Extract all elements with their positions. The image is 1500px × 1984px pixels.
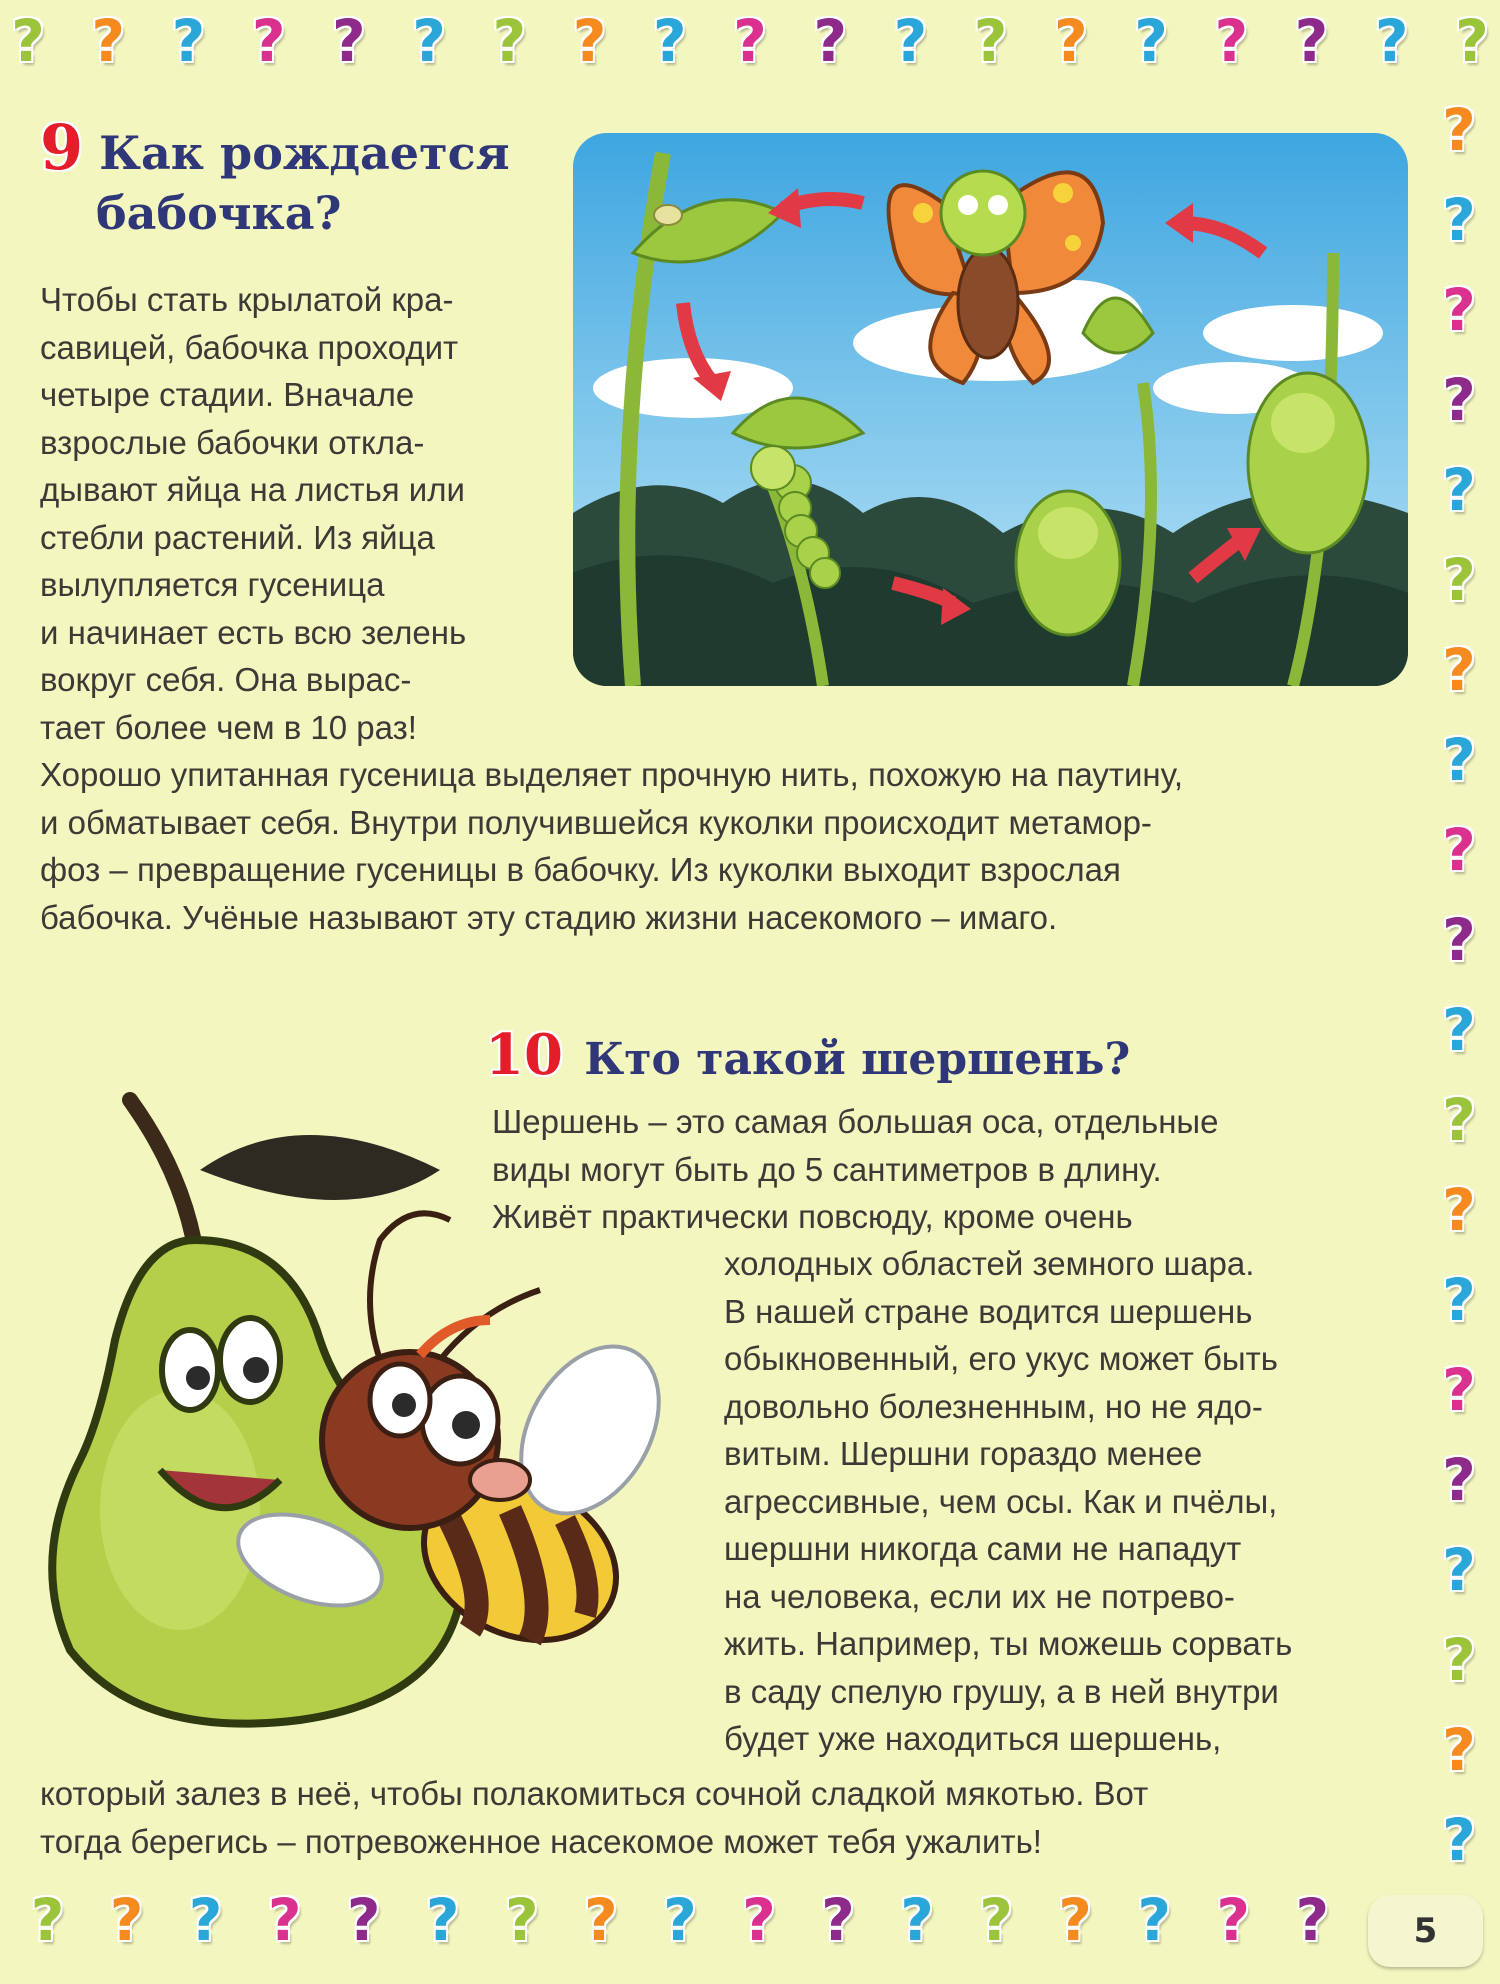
top-question-mark-border	[0, 6, 1500, 86]
section-9-text-line: фоз – превращение гусеницы в бабочку. Из куколки выходит взрослая	[40, 851, 1121, 888]
page-number-badge	[1368, 1895, 1483, 1967]
right-question-mark-border	[1424, 95, 1494, 1875]
question-mark-icon: ?	[1442, 456, 1476, 524]
question-mark-icon: ?	[1442, 186, 1476, 254]
section-10-title: Кто такой шершень?	[584, 1034, 1131, 1085]
question-mark-icon: ?	[1442, 906, 1476, 974]
question-mark-icon: ?	[1442, 276, 1476, 344]
question-mark-icon: ?	[572, 7, 607, 75]
question-mark-icon: ?	[893, 7, 928, 75]
question-mark-icon: ?	[1442, 1086, 1476, 1154]
question-mark-icon: ?	[1442, 96, 1476, 164]
section-9-text-line: и обматывает себя. Внутри получившейся куколки происходит метамор-	[40, 803, 1152, 841]
section-9-text-line: тает более чем в 10 раз!	[40, 708, 417, 746]
section-9-title-line2: бабочка?	[96, 186, 342, 240]
question-mark-icon: ?	[1442, 1716, 1476, 1784]
section-10-text-middle	[724, 1240, 1292, 1763]
question-mark-icon: ?	[1442, 366, 1476, 434]
question-mark-icon: ?	[742, 1886, 776, 1954]
section-10-heading	[485, 1022, 1131, 1090]
question-mark-icon: ?	[425, 1886, 460, 1954]
question-mark-icon: ?	[813, 7, 848, 75]
question-mark-icon: ?	[1442, 1806, 1476, 1874]
section-10-number: 10	[485, 1022, 563, 1088]
question-mark-icon: ?	[1442, 726, 1476, 794]
question-mark-icon: ?	[492, 7, 527, 75]
question-mark-icon: ?	[504, 1886, 539, 1954]
section-10-text-line: В нашей стране водится шершень	[724, 1292, 1253, 1330]
question-mark-icon: ?	[1442, 816, 1476, 884]
question-mark-icon: ?	[1137, 1886, 1171, 1954]
section-10-text-bottom	[40, 1770, 1148, 1865]
question-mark-icon: ?	[109, 1886, 144, 1954]
question-mark-icon: ?	[733, 7, 767, 75]
section-9-text-line: Хорошо упитанная гусеница выделяет прочную нить, похожую на паутину,	[40, 756, 1184, 793]
question-mark-icon: ?	[1442, 1266, 1476, 1334]
section-10-text-line: холодных областей земного шара.	[724, 1245, 1255, 1282]
question-mark-icon: ?	[1054, 7, 1088, 75]
question-mark-icon: ?	[171, 7, 206, 75]
section-10-text-line: виды могут быть до 5 сантиметров в длину.	[492, 1150, 1162, 1188]
section-10-text-line: обыкновенный, его укус может быть	[724, 1340, 1278, 1377]
section-9-text-line: стебли растений. Из яйца	[40, 518, 435, 556]
question-mark-icon: ?	[979, 1886, 1013, 1954]
section-9-text-line: вокруг себя. Она вырас-	[40, 661, 412, 698]
question-mark-icon: ?	[584, 1886, 618, 1954]
question-mark-icon: ?	[412, 7, 446, 75]
question-mark-icon: ?	[91, 7, 126, 75]
section-10-text-line: шершни никогда сами не нападут	[724, 1530, 1242, 1567]
section-9-text-line: бабочка. Учёные называют эту стадию жизни насекомого – имаго.	[40, 898, 1058, 936]
section-10-text-line: агрессивные, чем осы. Как и пчёлы,	[724, 1482, 1278, 1520]
section-10-text-top	[492, 1098, 1218, 1241]
section-9-text-line: савицей, бабочка проходит	[40, 328, 459, 366]
question-mark-icon: ?	[1442, 636, 1476, 704]
section-10-text-line: Шершень – это самая большая оса, отдельные	[492, 1103, 1219, 1140]
section-10-text-line: будет уже находиться шершень,	[724, 1720, 1222, 1757]
section-9-text-line: четыре стадии. Вначале	[40, 376, 415, 413]
question-mark-icon: ?	[1442, 1356, 1476, 1424]
question-mark-icon: ?	[1058, 1886, 1092, 1954]
section-9-text-line: дывают яйца на листья или	[40, 471, 465, 508]
question-mark-icon: ?	[1442, 1626, 1476, 1694]
question-mark-icon: ?	[1442, 1536, 1476, 1604]
question-mark-icon: ?	[267, 1886, 302, 1954]
question-mark-icon: ?	[1442, 996, 1476, 1064]
question-mark-icon: ?	[30, 1886, 65, 1954]
section-9-title-line1: Как рождается	[99, 126, 510, 180]
section-9-text	[40, 276, 1183, 941]
section-9-text-line: Чтобы стать крылатой кра-	[40, 281, 454, 318]
question-mark-icon: ?	[821, 1886, 855, 1954]
question-mark-icon: ?	[1294, 7, 1329, 75]
question-mark-icon: ?	[11, 7, 45, 75]
question-mark-icon: ?	[973, 7, 1008, 75]
question-mark-icon: ?	[1214, 7, 1249, 75]
section-10-text-line: довольно болезненным, но не ядо-	[724, 1387, 1263, 1425]
section-10-text-line: тогда берегись – потревоженное насекомое может тебя ужалить!	[40, 1822, 1042, 1860]
section-10-text-line: жить. Например, ты можешь сорвать	[724, 1625, 1293, 1662]
question-mark-icon: ?	[251, 7, 286, 75]
section-10-text-line: который залез в неё, чтобы полакомиться сочной сладкой мякотью. Вот	[40, 1775, 1149, 1812]
question-mark-icon: ?	[1295, 1886, 1330, 1954]
question-mark-icon: ?	[652, 7, 687, 75]
question-mark-icon: ?	[1216, 1886, 1251, 1954]
question-mark-icon: ?	[1374, 7, 1409, 75]
section-9-text-line: взрослые бабочки откла-	[40, 423, 425, 461]
question-mark-icon: ?	[1134, 7, 1168, 75]
question-mark-icon: ?	[346, 1886, 381, 1954]
question-mark-icon: ?	[1442, 546, 1476, 614]
section-10-text-line: на человека, если их не потрево-	[724, 1577, 1235, 1615]
section-9-number: 9	[40, 111, 84, 184]
question-mark-icon: ?	[332, 7, 366, 75]
question-mark-icon: ?	[188, 1886, 223, 1954]
question-mark-icon: ?	[1455, 7, 1489, 75]
page-number: 5	[1413, 1911, 1438, 1951]
question-mark-icon: ?	[663, 1886, 697, 1954]
section-9-text-line: вылупляется гусеница	[40, 566, 385, 603]
section-10-text-line: витым. Шершни гораздо менее	[724, 1435, 1203, 1472]
section-9-heading	[40, 111, 510, 243]
question-mark-icon: ?	[1442, 1176, 1476, 1244]
section-10-text-line: в саду спелую грушу, а в ней внутри	[724, 1672, 1279, 1710]
section-9-text-line: и начинает есть всю зелень	[40, 613, 467, 651]
question-mark-icon: ?	[1442, 1446, 1476, 1514]
section-10-text-line: Живёт практически повсюду, кроме очень	[492, 1198, 1133, 1235]
question-mark-icon: ?	[900, 1886, 934, 1954]
bottom-question-mark-border	[0, 1885, 1360, 1970]
